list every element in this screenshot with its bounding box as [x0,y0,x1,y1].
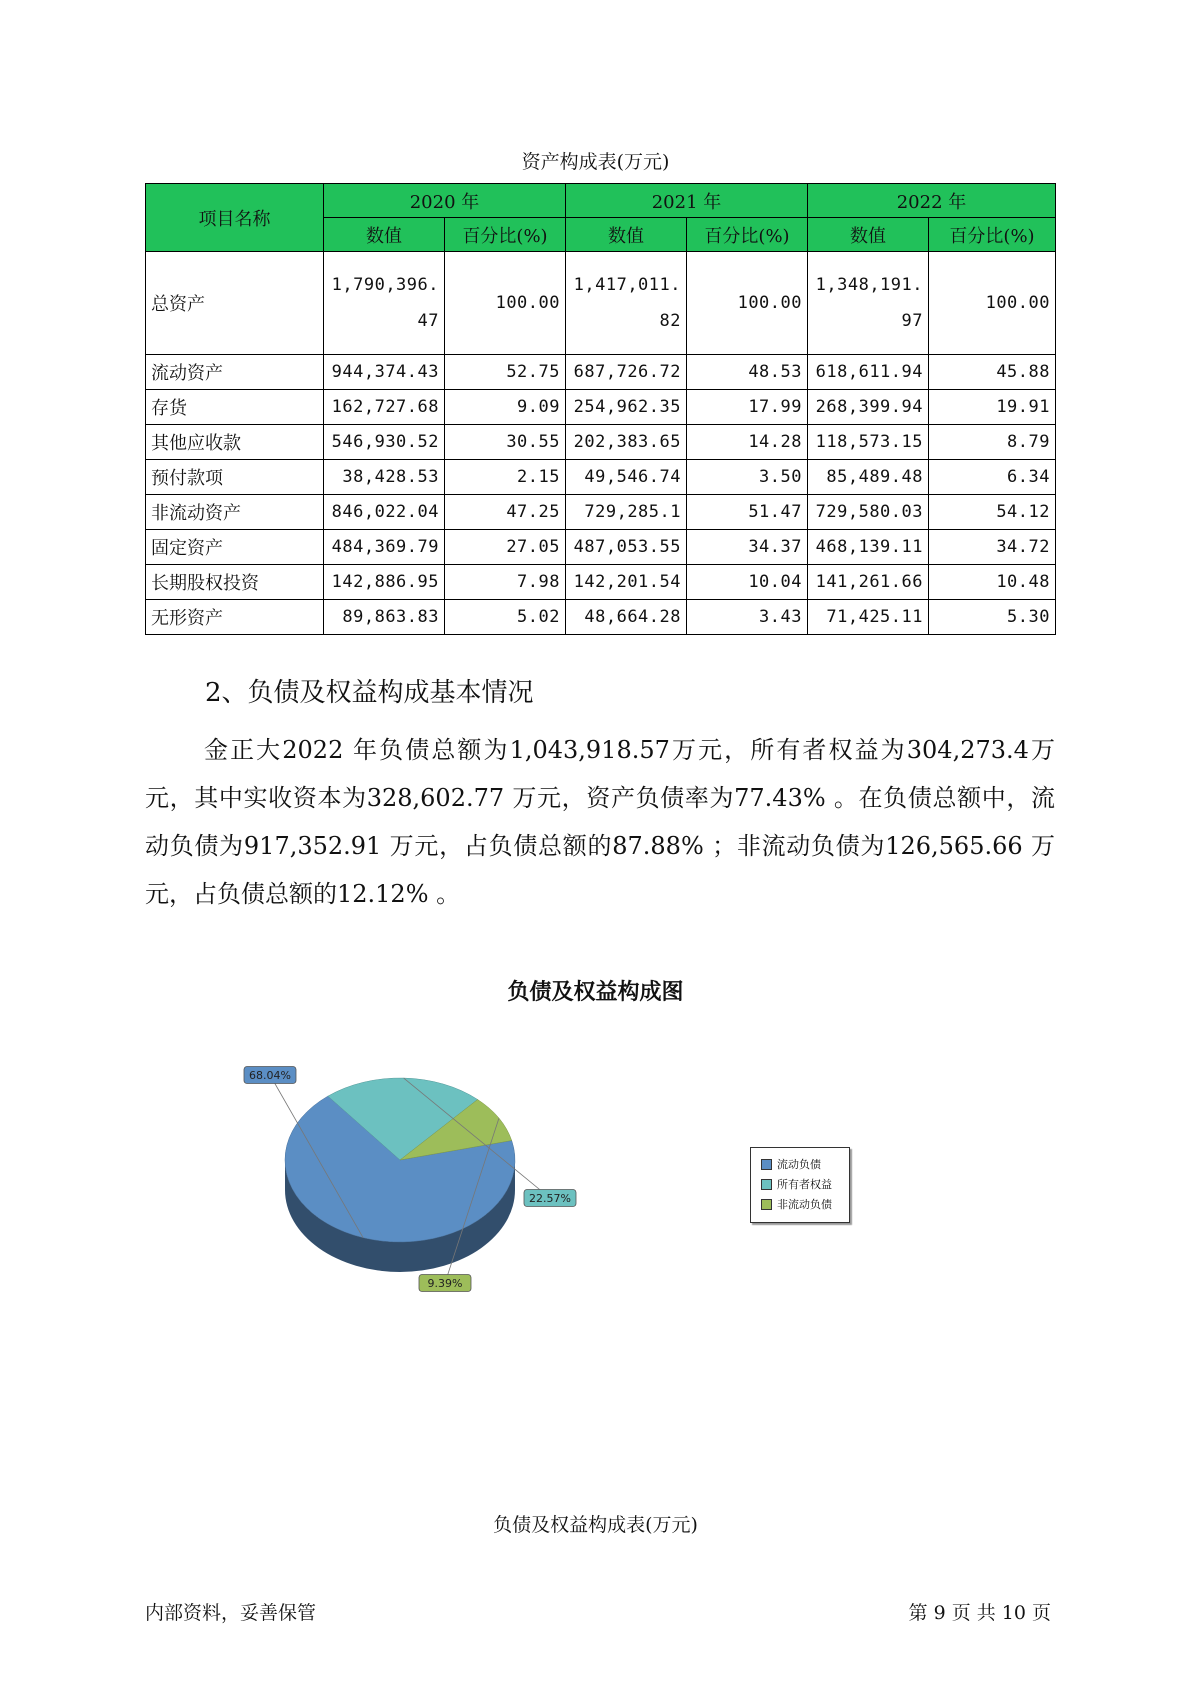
legend-item [761,1194,849,1214]
legend-swatch [761,1199,772,1210]
cell-pct: 52.75 [445,355,566,390]
cell-value: 141,261.66 [808,565,929,600]
cell-pct: 100.00 [929,252,1056,355]
legend-item [761,1174,849,1194]
cell-value: 89,863.83 [324,600,445,635]
footer-page-number: 第 9 页 共 10 页 [908,1602,1051,1624]
header-pct: 百分比(%) [929,218,1056,252]
row-name: 无形资产 [146,600,324,635]
cell-value: 85,489.48 [808,460,929,495]
cell-pct: 9.09 [445,390,566,425]
header-year-2022: 2022 年 [808,184,1056,218]
cell-value: 1,790,396.47 [324,252,445,355]
cell-pct: 5.30 [929,600,1056,635]
table-row [146,600,1056,635]
table-row [146,355,1056,390]
cell-pct: 14.28 [687,425,808,460]
chart-legend [750,1147,850,1223]
cell-value: 729,285.1 [566,495,687,530]
cell-value: 468,139.11 [808,530,929,565]
cell-pct: 7.98 [445,565,566,600]
pie-chart [240,1035,660,1295]
cell-value: 49,546.74 [566,460,687,495]
cell-value: 846,022.04 [324,495,445,530]
row-name: 长期股权投资 [146,565,324,600]
chart-title: 负债及权益构成图 [507,980,684,1005]
cell-pct: 100.00 [687,252,808,355]
cell-pct: 34.72 [929,530,1056,565]
header-year-2020: 2020 年 [324,184,566,218]
row-name: 总资产 [146,252,324,355]
cell-pct: 19.91 [929,390,1056,425]
table-row [146,425,1056,460]
cell-value: 142,201.54 [566,565,687,600]
header-value: 数值 [566,218,687,252]
cell-value: 254,962.35 [566,390,687,425]
cell-value: 1,348,191.97 [808,252,929,355]
cell-value: 944,374.43 [324,355,445,390]
table-row [146,495,1056,530]
cell-value: 618,611.94 [808,355,929,390]
row-name: 其他应收款 [146,425,324,460]
legend-item [761,1154,849,1174]
cell-value: 546,930.52 [324,425,445,460]
liability-table-caption: 负债及权益构成表(万元) [493,1514,698,1536]
row-name: 存货 [146,390,324,425]
cell-pct: 54.12 [929,495,1056,530]
cell-pct: 45.88 [929,355,1056,390]
cell-pct: 47.25 [445,495,566,530]
cell-value: 38,428.53 [324,460,445,495]
pie-data-label: 22.57% [529,1192,571,1205]
legend-label: 非流动负债 [777,1198,832,1211]
header-value: 数值 [808,218,929,252]
table-row [146,390,1056,425]
legend-label: 流动负债 [777,1158,821,1171]
asset-table-caption: 资产构成表(万元) [521,151,670,173]
cell-value: 1,417,011.82 [566,252,687,355]
cell-pct: 48.53 [687,355,808,390]
legend-swatch [761,1179,772,1190]
section-heading: 2、负债及权益构成基本情况 [205,678,534,708]
row-name: 流动资产 [146,355,324,390]
body-paragraph: 金正大2022 年负债总额为1,043,918.57万元，所有者权益为304,273.4万元，其中实收资本为328,602.77 万元，资产负债率为77.43% 。在负债总额中，流动负债为917,352.91 万元，占负债总额的87.88% ；非流动负债为126,565.66 万元，占负债总额的12.12% 。 [145,736,1055,908]
cell-value: 162,727.68 [324,390,445,425]
asset-composition-table [145,183,1056,635]
footer-confidential: 内部资料，妥善保管 [145,1602,317,1624]
header-pct: 百分比(%) [445,218,566,252]
cell-value: 268,399.94 [808,390,929,425]
header-item-name: 项目名称 [146,184,324,252]
header-year-2021: 2021 年 [566,184,808,218]
row-name: 固定资产 [146,530,324,565]
cell-pct: 2.15 [445,460,566,495]
row-name: 非流动资产 [146,495,324,530]
legend-label: 所有者权益 [777,1178,832,1191]
table-row [146,565,1056,600]
pie-data-label: 68.04% [249,1069,291,1082]
legend-swatch [761,1159,772,1170]
cell-pct: 10.48 [929,565,1056,600]
cell-value: 48,664.28 [566,600,687,635]
cell-value: 687,726.72 [566,355,687,390]
cell-value: 202,383.65 [566,425,687,460]
header-value: 数值 [324,218,445,252]
cell-pct: 30.55 [445,425,566,460]
cell-pct: 100.00 [445,252,566,355]
cell-value: 118,573.15 [808,425,929,460]
cell-pct: 51.47 [687,495,808,530]
cell-value: 487,053.55 [566,530,687,565]
cell-pct: 3.50 [687,460,808,495]
cell-pct: 17.99 [687,390,808,425]
cell-pct: 8.79 [929,425,1056,460]
cell-pct: 34.37 [687,530,808,565]
cell-pct: 27.05 [445,530,566,565]
pie-data-label: 9.39% [427,1277,463,1290]
cell-value: 142,886.95 [324,565,445,600]
cell-value: 729,580.03 [808,495,929,530]
cell-value: 484,369.79 [324,530,445,565]
table-row [146,460,1056,495]
table-row [146,530,1056,565]
cell-value: 71,425.11 [808,600,929,635]
cell-pct: 10.04 [687,565,808,600]
cell-pct: 5.02 [445,600,566,635]
header-pct: 百分比(%) [687,218,808,252]
row-name: 预付款项 [146,460,324,495]
table-row [146,252,1056,355]
cell-pct: 6.34 [929,460,1056,495]
cell-pct: 3.43 [687,600,808,635]
